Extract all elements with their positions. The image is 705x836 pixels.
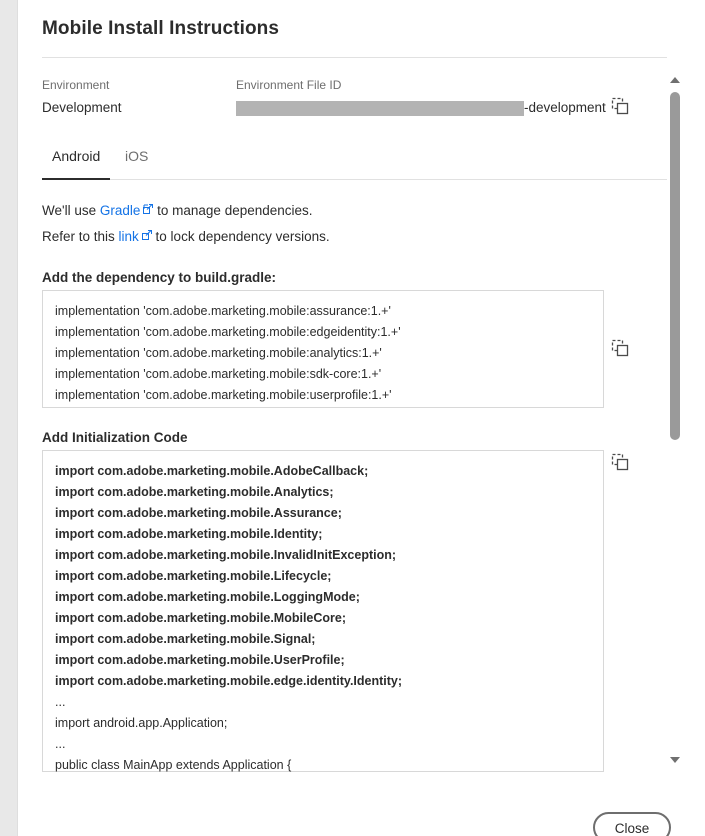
scroll-up-arrow-icon[interactable] [667, 72, 683, 88]
code-line: import com.adobe.marketing.mobile.Analytics; [55, 485, 334, 499]
initialization-code-block[interactable] [42, 450, 604, 772]
environment-file-id-redacted-value [236, 101, 524, 116]
page-left-gutter [0, 0, 18, 836]
lock-versions-suffix: to lock dependency versions. [151, 229, 330, 244]
lock-versions-link[interactable]: link [118, 229, 139, 244]
field-label-row [42, 78, 642, 94]
code-line: import com.adobe.marketing.mobile.Signal; [55, 632, 316, 646]
dialog-scroll-area[interactable] [18, 66, 705, 774]
platform-tabs [42, 139, 667, 180]
external-link-icon-2 [142, 230, 152, 240]
code-line: import android.app.Application; [55, 716, 228, 730]
environment-file-id-label: Environment File ID [236, 78, 342, 92]
code-line: implementation 'com.adobe.marketing.mobile:userprofile:1.+' [55, 388, 392, 402]
title-divider [42, 57, 667, 58]
close-button[interactable]: Close [593, 812, 671, 836]
code-line: import com.adobe.marketing.mobile.UserProfile; [55, 653, 345, 667]
environment-file-id-suffix: -development [524, 100, 606, 115]
code-line: implementation 'com.adobe.marketing.mobile:assurance:1.+' [55, 304, 391, 318]
init-section-heading: Add Initialization Code [42, 430, 188, 445]
copy-dependency-code-icon[interactable] [611, 339, 629, 357]
code-line: ... [55, 737, 66, 751]
copy-environment-file-id-icon[interactable] [611, 97, 629, 115]
tab-ios[interactable]: iOS [125, 148, 149, 164]
code-line: import com.adobe.marketing.mobile.Identity; [55, 527, 323, 541]
dialog-scrollbar[interactable] [667, 66, 683, 774]
dependency-section-heading: Add the dependency to build.gradle: [42, 270, 277, 285]
code-line: implementation 'com.adobe.marketing.mobile:sdk-core:1.+' [55, 367, 382, 381]
dialog-title: Mobile Install Instructions [42, 18, 280, 39]
tab-android[interactable]: Android [42, 139, 110, 180]
footer-divider [18, 782, 705, 783]
code-line: import com.adobe.marketing.mobile.edge.identity.Identity; [55, 674, 403, 688]
code-line: import com.adobe.marketing.mobile.AdobeCallback; [55, 464, 369, 478]
code-line: implementation 'com.adobe.marketing.mobile:analytics:1.+' [55, 346, 382, 360]
code-line: ... [55, 695, 66, 709]
external-link-icon [143, 204, 153, 214]
lock-versions-prefix: Refer to this [42, 229, 119, 244]
gradle-intro-prefix: We'll use [42, 203, 100, 218]
environment-value: Development [42, 100, 122, 115]
gradle-link[interactable]: Gradle [99, 203, 141, 218]
gradle-intro-line [42, 203, 313, 218]
code-line: import com.adobe.marketing.mobile.LoggingMode; [55, 590, 360, 604]
code-line: public class MainApp extends Application { [55, 758, 292, 772]
mobile-install-instructions-dialog [18, 0, 705, 836]
scrollbar-thumb[interactable] [670, 92, 680, 440]
code-line: import com.adobe.marketing.mobile.InvalidInitException; [55, 548, 397, 562]
code-line: import com.adobe.marketing.mobile.Assurance; [55, 506, 342, 520]
dependency-code-block[interactable] [42, 290, 604, 408]
gradle-intro-suffix: to manage dependencies. [153, 203, 313, 218]
environment-label: Environment [42, 78, 110, 92]
code-line: implementation 'com.adobe.marketing.mobile:edgeidentity:1.+' [55, 325, 401, 339]
field-value-row [42, 100, 662, 120]
copy-initialization-code-icon[interactable] [611, 453, 629, 471]
code-line: import com.adobe.marketing.mobile.MobileCore; [55, 611, 347, 625]
scroll-down-arrow-icon[interactable] [667, 752, 683, 768]
code-line: import com.adobe.marketing.mobile.Lifecycle; [55, 569, 332, 583]
lock-versions-line [42, 229, 330, 244]
